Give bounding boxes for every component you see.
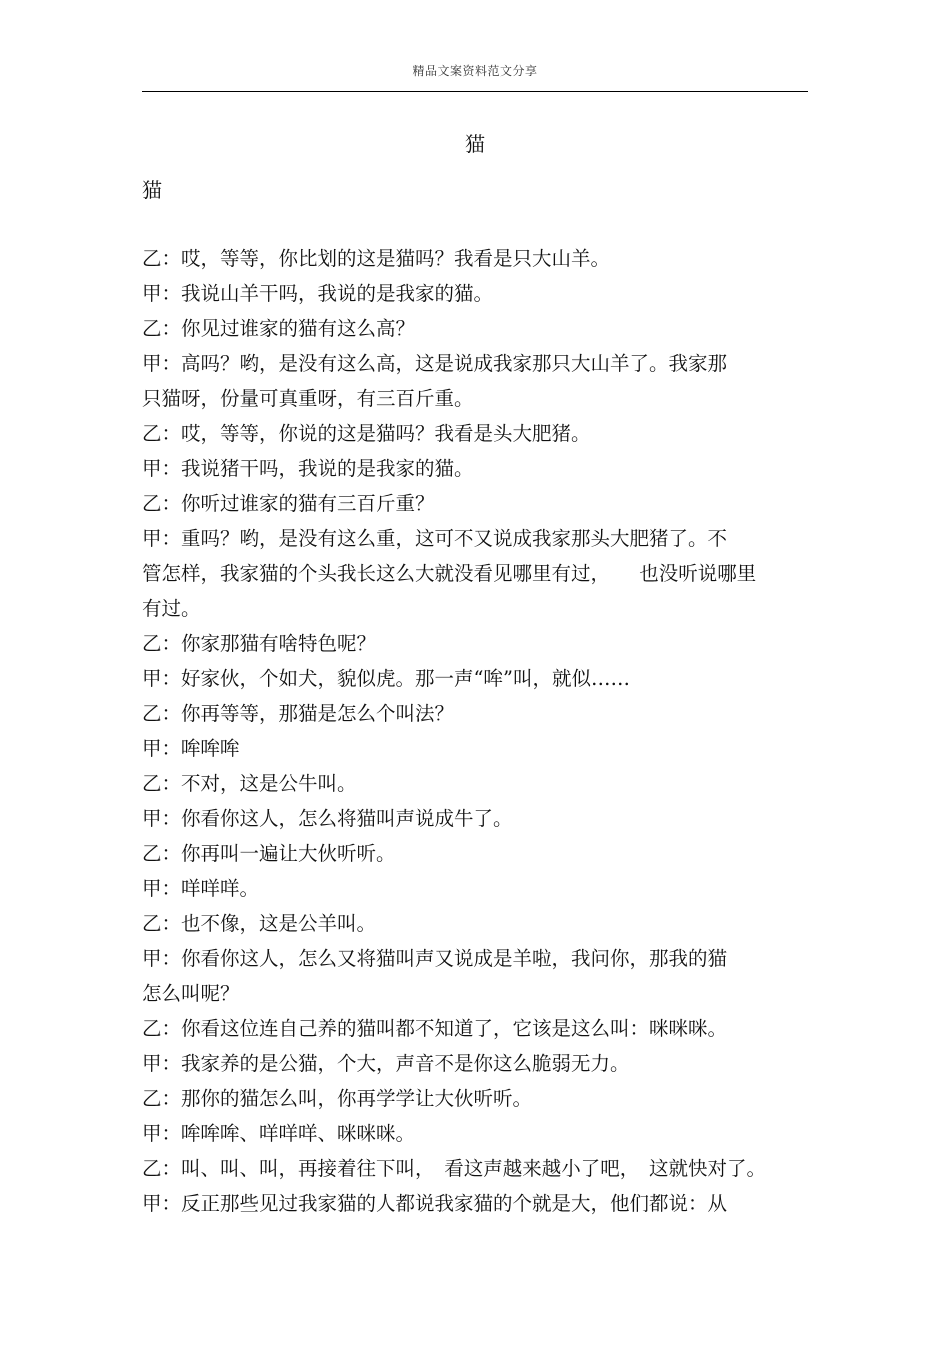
- dialogue-line: 甲：我说猪干吗，我说的是我家的猫。: [142, 457, 474, 480]
- dialogue-line: 乙：叫、叫、叫，再接着往下叫， 看这声越来越小了吧， 这就快对了。: [142, 1157, 767, 1180]
- dialogue-line: 怎么叫呢？: [142, 982, 240, 1005]
- dialogue-line: 乙：不对，这是公牛叫。: [142, 772, 357, 795]
- dialogue-line: 乙：也不像，这是公羊叫。: [142, 912, 377, 935]
- dialogue-line: 乙：你家那猫有啥特色呢？: [142, 632, 377, 655]
- dialogue-body: [142, 241, 808, 1221]
- document-title: 猫: [465, 132, 485, 156]
- dialogue-line: 乙：你再叫一遍让大伙听听。: [142, 842, 396, 865]
- dialogue-line: 甲：好家伙，个如犬，貌似虎。那一声“哞”叫，就似……: [142, 667, 630, 690]
- document-subtitle: 猫: [142, 178, 162, 202]
- dialogue-line: 甲：哞哞哞、咩咩咩、咪咪咪。: [142, 1122, 416, 1145]
- dialogue-line: 乙：你看这位连自己养的猫叫都不知道了，它该是这么叫：咪咪咪。: [142, 1017, 728, 1040]
- dialogue-line: 乙：你听过谁家的猫有三百斤重？: [142, 492, 435, 515]
- dialogue-line: 甲：你看你这人，怎么将猫叫声说成牛了。: [142, 807, 513, 830]
- page-header: 精品文案资料范文分享: [412, 64, 538, 78]
- dialogue-line: 乙：你再等等，那猫是怎么个叫法？: [142, 702, 455, 725]
- dialogue-line: 乙：你见过谁家的猫有这么高？: [142, 317, 416, 340]
- dialogue-line: 甲：反正那些见过我家猫的人都说我家猫的个就是大，他们都说：从: [142, 1192, 728, 1215]
- header-divider: [142, 91, 808, 92]
- dialogue-line: 甲：重吗？哟，是没有这么重，这可不又说成我家那头大肥猪了。不: [142, 527, 728, 550]
- dialogue-line: 乙：哎，等等，你说的这是猫吗？我看是头大肥猪。: [142, 422, 591, 445]
- dialogue-line: 只猫呀，份量可真重呀，有三百斤重。: [142, 387, 474, 410]
- dialogue-line: 管怎样，我家猫的个头我长这么大就没看见哪里有过， 也没听说哪里: [142, 562, 757, 585]
- dialogue-line: 甲：你看你这人，怎么又将猫叫声又说成是羊啦，我问你，那我的猫: [142, 947, 728, 970]
- dialogue-line: 甲：哞哞哞: [142, 737, 240, 760]
- dialogue-line: 甲：我说山羊干吗，我说的是我家的猫。: [142, 282, 494, 305]
- dialogue-line: 乙：哎，等等，你比划的这是猫吗？我看是只大山羊。: [142, 247, 611, 270]
- dialogue-line: 甲：高吗？哟，是没有这么高，这是说成我家那只大山羊了。我家那: [142, 352, 728, 375]
- dialogue-line: 甲：咩咩咩。: [142, 877, 260, 900]
- dialogue-line: 乙：那你的猫怎么叫，你再学学让大伙听听。: [142, 1087, 533, 1110]
- dialogue-line: 有过。: [142, 597, 201, 620]
- dialogue-line: 甲：我家养的是公猫，个大，声音不是你这么脆弱无力。: [142, 1052, 630, 1075]
